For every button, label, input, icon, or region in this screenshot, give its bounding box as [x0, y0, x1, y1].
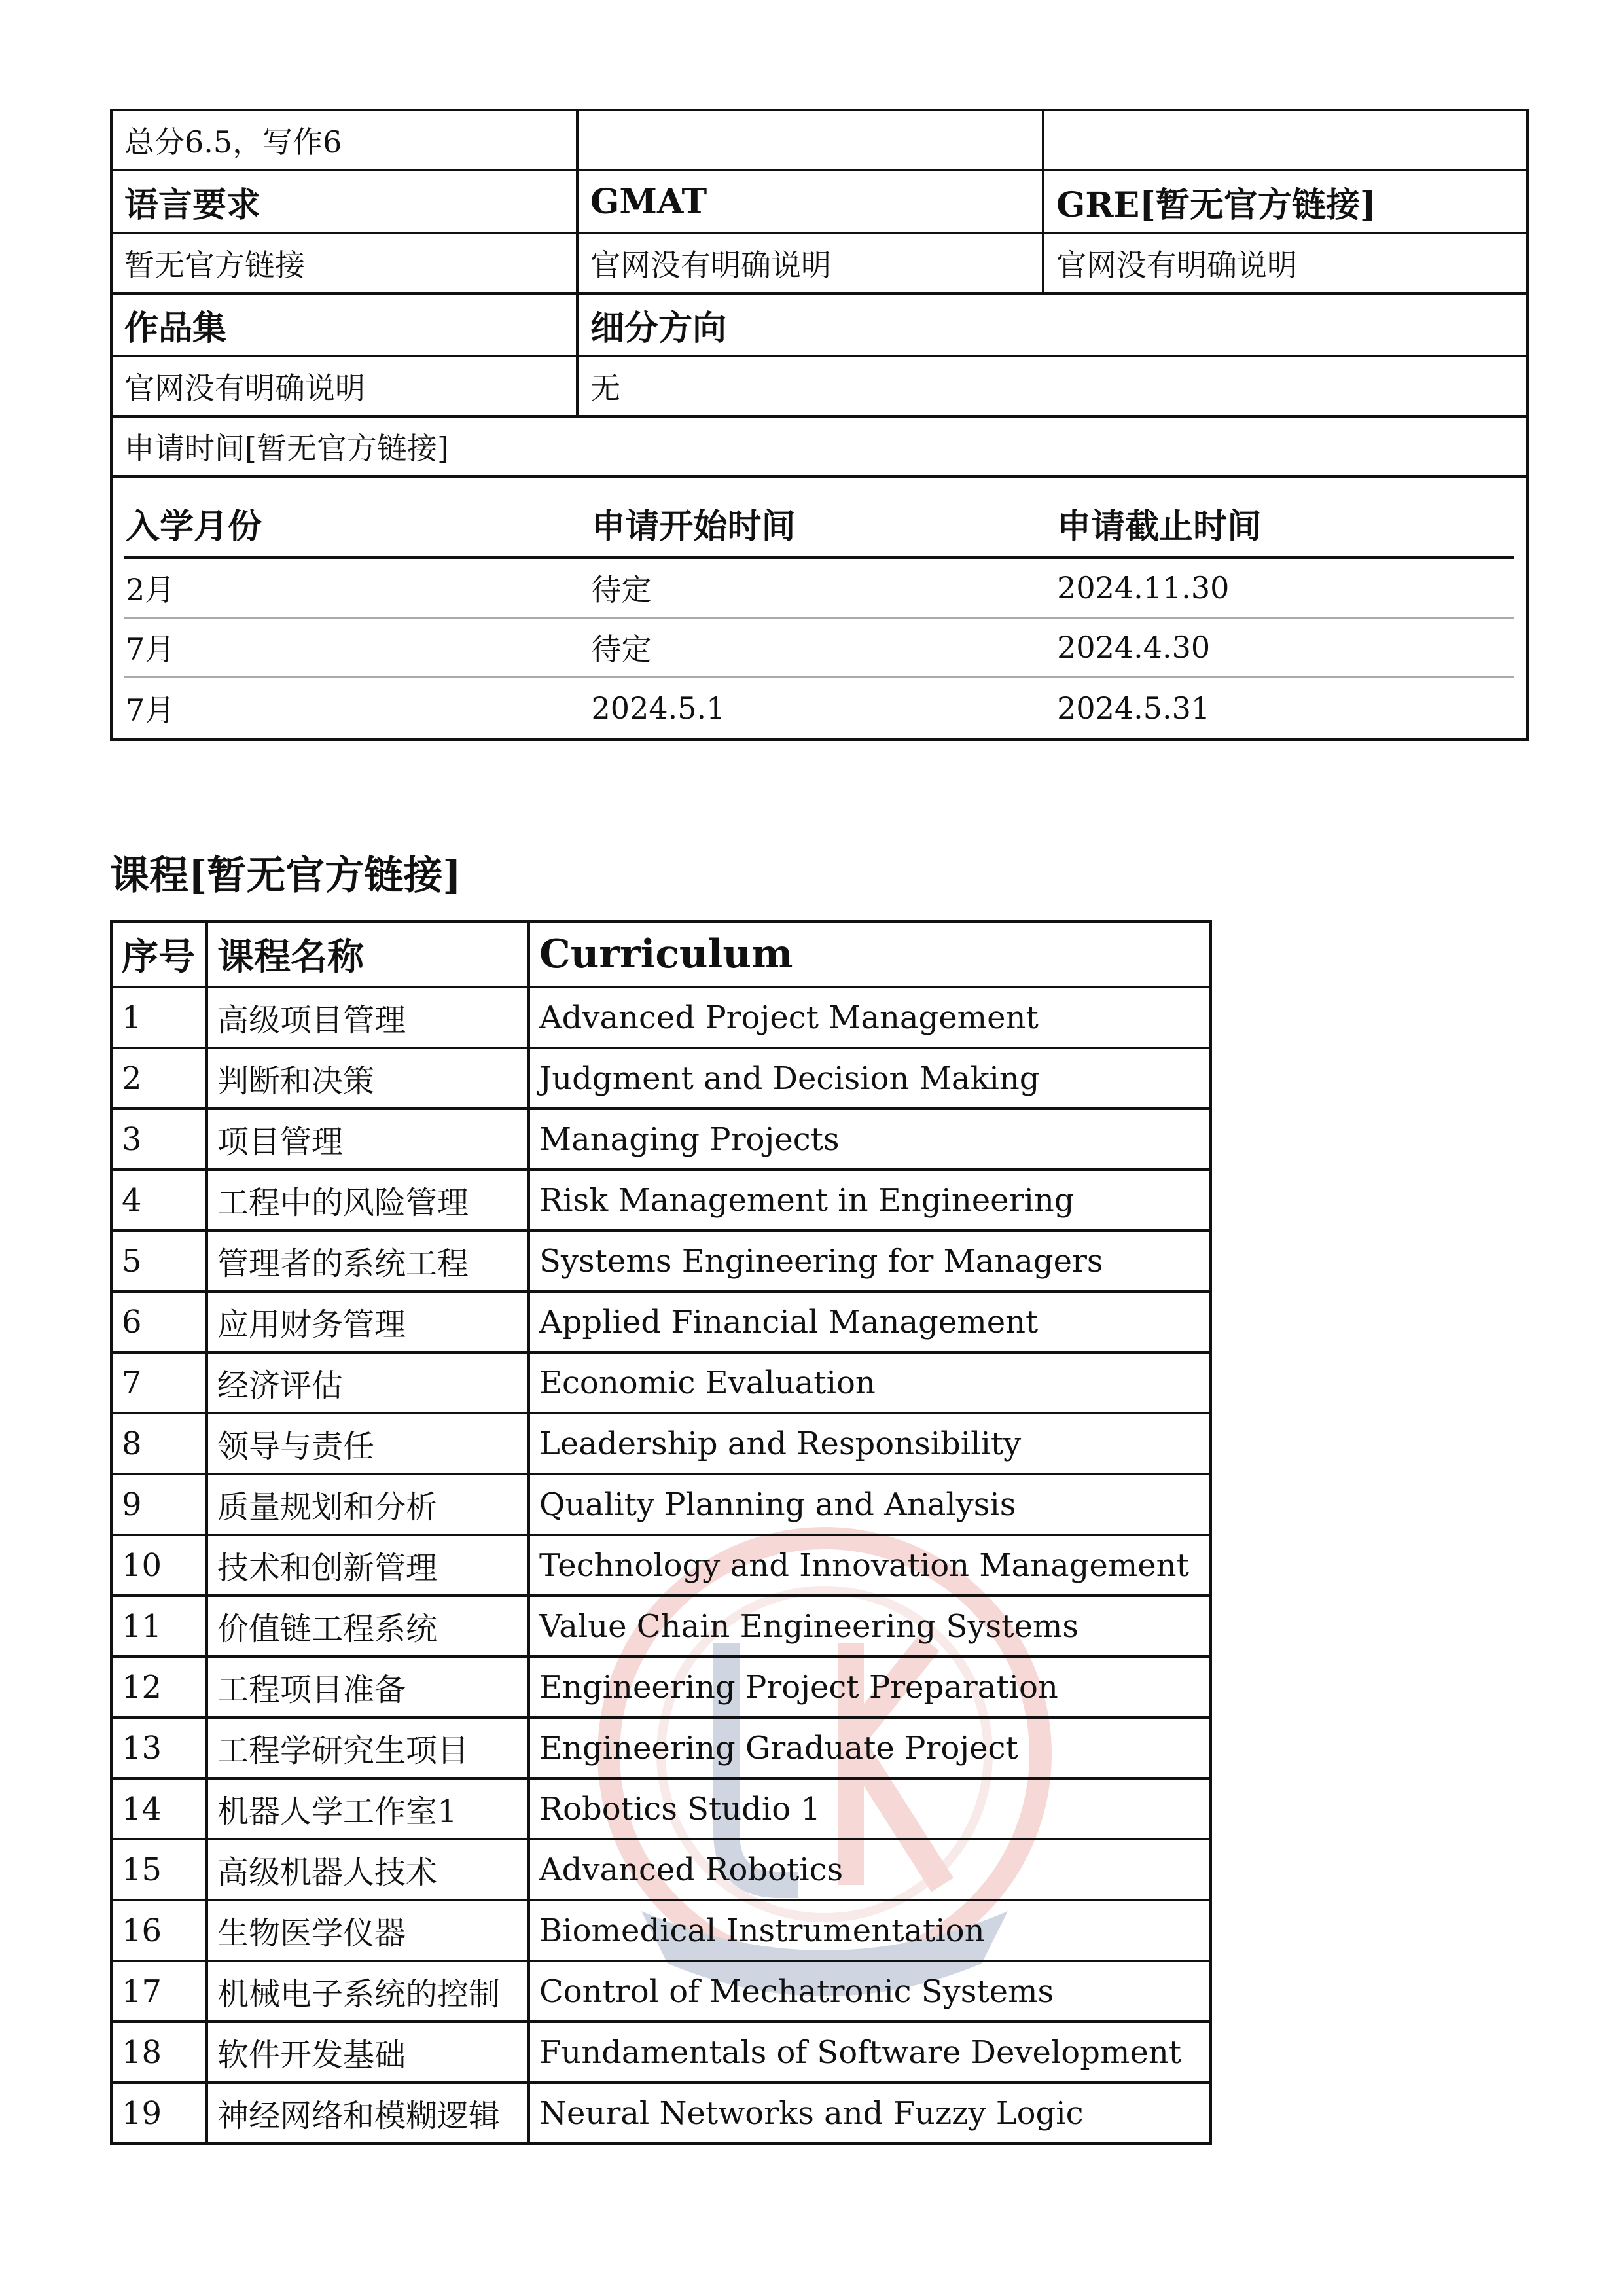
gre-header: GRE[暂无官方链接] — [1043, 170, 1527, 233]
course-index: 12 — [111, 1657, 207, 1717]
course-index: 3 — [111, 1109, 207, 1170]
language-requirement-header: 语言要求 — [111, 170, 577, 233]
table-row — [111, 1230, 1211, 1291]
curriculum-header: Curriculum — [529, 922, 1211, 987]
application-time-table — [124, 484, 1514, 738]
deadline-header: 申请截止时间 — [1056, 484, 1514, 558]
course-name-en: Control of Mechatronic Systems — [529, 1961, 1211, 2022]
course-name-cn: 应用财务管理 — [207, 1291, 529, 1352]
course-name-en: Fundamentals of Software Development — [529, 2022, 1211, 2083]
course-index: 10 — [111, 1535, 207, 1596]
index-header: 序号 — [111, 922, 207, 987]
course-name-en: Economic Evaluation — [529, 1352, 1211, 1413]
course-name-cn: 领导与责任 — [207, 1413, 529, 1474]
table-row — [111, 1717, 1211, 1778]
table-row — [111, 1291, 1211, 1352]
course-name-cn: 质量规划和分析 — [207, 1474, 529, 1535]
courses-section-title: 课程[暂无官方链接] — [110, 853, 461, 899]
course-index: 19 — [111, 2083, 207, 2144]
course-name-cn: 项目管理 — [207, 1109, 529, 1170]
deadline: 2024.5.31 — [1057, 691, 1211, 726]
table-row — [111, 293, 1527, 356]
course-name-en: Advanced Robotics — [529, 1839, 1211, 1900]
portfolio-header: 作品集 — [111, 293, 577, 356]
table-header-row — [111, 922, 1211, 987]
course-name-en: Risk Management in Engineering — [529, 1170, 1211, 1230]
table-row — [111, 356, 1527, 416]
score-requirement: 总分6.5，写作6 — [111, 110, 577, 170]
course-name-en: Value Chain Engineering Systems — [529, 1596, 1211, 1657]
gmat-header: GMAT — [577, 170, 1043, 233]
gmat-value: 官网没有明确说明 — [577, 233, 1043, 293]
deadline: 2024.4.30 — [1056, 618, 1514, 677]
table-row — [111, 416, 1527, 476]
start-time: 待定 — [590, 618, 1056, 677]
course-index: 17 — [111, 1961, 207, 2022]
table-row — [111, 170, 1527, 233]
course-name-cn: 工程中的风险管理 — [207, 1170, 529, 1230]
table-row — [111, 1109, 1211, 1170]
curriculum-table — [110, 920, 1212, 2145]
specialization-header: 细分方向 — [577, 293, 1527, 356]
table-row — [111, 1961, 1211, 2022]
course-name-cn: 经济评估 — [207, 1352, 529, 1413]
course-name-cn: 价值链工程系统 — [207, 1596, 529, 1657]
empty-cell — [577, 110, 1043, 170]
table-row — [111, 1778, 1211, 1839]
table-row — [111, 1839, 1211, 1900]
course-name-cn: 机械电子系统的控制 — [207, 1961, 529, 2022]
table-row — [111, 1048, 1211, 1109]
table-row — [111, 1474, 1211, 1535]
course-name-en: Leadership and Responsibility — [529, 1413, 1211, 1474]
course-index: 8 — [111, 1413, 207, 1474]
deadline: 2024.11.30 — [1056, 558, 1514, 618]
table-row — [124, 677, 1514, 739]
table-row — [111, 2022, 1211, 2083]
start-time-header: 申请开始时间 — [590, 484, 1056, 558]
course-name-cn: 高级项目管理 — [207, 987, 529, 1048]
table-row — [124, 558, 1514, 618]
table-row — [111, 476, 1527, 740]
course-index: 5 — [111, 1230, 207, 1291]
course-name-cn: 机器人学工作室1 — [207, 1778, 529, 1839]
course-index: 4 — [111, 1170, 207, 1230]
course-index: 9 — [111, 1474, 207, 1535]
course-index: 6 — [111, 1291, 207, 1352]
table-row — [111, 1657, 1211, 1717]
course-index: 11 — [111, 1596, 207, 1657]
course-name-cn: 高级机器人技术 — [207, 1839, 529, 1900]
course-index: 2 — [111, 1048, 207, 1109]
table-row — [111, 110, 1527, 170]
empty-cell — [1043, 110, 1527, 170]
course-name-en: Robotics Studio 1 — [529, 1778, 1211, 1839]
course-name-cn: 管理者的系统工程 — [207, 1230, 529, 1291]
table-row — [111, 1535, 1211, 1596]
curriculum-table-body — [111, 987, 1211, 2144]
gre-value: 官网没有明确说明 — [1043, 233, 1527, 293]
course-index: 1 — [111, 987, 207, 1048]
table-row — [111, 233, 1527, 293]
course-name-cn: 神经网络和模糊逻辑 — [207, 2083, 529, 2144]
application-time-title: 申请时间[暂无官方链接] — [111, 416, 1527, 476]
language-requirement-value: 暂无官方链接 — [111, 233, 577, 293]
course-name-en: Quality Planning and Analysis — [529, 1474, 1211, 1535]
specialization-value: 无 — [577, 356, 1527, 416]
course-name-header: 课程名称 — [207, 922, 529, 987]
course-name-cn: 工程项目准备 — [207, 1657, 529, 1717]
course-name-en: Judgment and Decision Making — [529, 1048, 1211, 1109]
course-name-cn: 工程学研究生项目 — [207, 1717, 529, 1778]
portfolio-value: 官网没有明确说明 — [111, 356, 577, 416]
table-row — [111, 1170, 1211, 1230]
course-name-cn: 软件开发基础 — [207, 2022, 529, 2083]
admission-info-table — [110, 109, 1529, 741]
course-index: 15 — [111, 1839, 207, 1900]
course-index: 14 — [111, 1778, 207, 1839]
course-index: 7 — [111, 1352, 207, 1413]
table-row — [111, 1413, 1211, 1474]
table-row — [111, 1352, 1211, 1413]
course-name-cn: 判断和决策 — [207, 1048, 529, 1109]
course-name-en: Applied Financial Management — [529, 1291, 1211, 1352]
course-name-en: Technology and Innovation Management — [529, 1535, 1211, 1596]
application-time-cell — [111, 476, 1527, 740]
course-index: 16 — [111, 1900, 207, 1961]
intake-month: 7月 — [126, 692, 175, 728]
intake-month: 2月 — [124, 558, 590, 618]
course-name-en: Engineering Graduate Project — [529, 1717, 1211, 1778]
table-row — [124, 618, 1514, 677]
course-name-en: Managing Projects — [529, 1109, 1211, 1170]
course-name-cn: 生物医学仪器 — [207, 1900, 529, 1961]
course-name-en: Biomedical Instrumentation — [529, 1900, 1211, 1961]
intake-month: 7月 — [124, 618, 590, 677]
start-time: 待定 — [590, 558, 1056, 618]
table-row — [111, 987, 1211, 1048]
course-name-en: Engineering Project Preparation — [529, 1657, 1211, 1717]
table-row — [111, 1596, 1211, 1657]
table-row — [111, 1900, 1211, 1961]
course-index: 18 — [111, 2022, 207, 2083]
start-time: 2024.5.1 — [591, 691, 726, 726]
course-name-en: Advanced Project Management — [529, 987, 1211, 1048]
course-name-cn: 技术和创新管理 — [207, 1535, 529, 1596]
course-index: 13 — [111, 1717, 207, 1778]
table-header-row — [124, 484, 1514, 558]
course-name-en: Systems Engineering for Managers — [529, 1230, 1211, 1291]
table-row — [111, 2083, 1211, 2144]
course-name-en: Neural Networks and Fuzzy Logic — [529, 2083, 1211, 2144]
intake-month-header: 入学月份 — [124, 484, 590, 558]
